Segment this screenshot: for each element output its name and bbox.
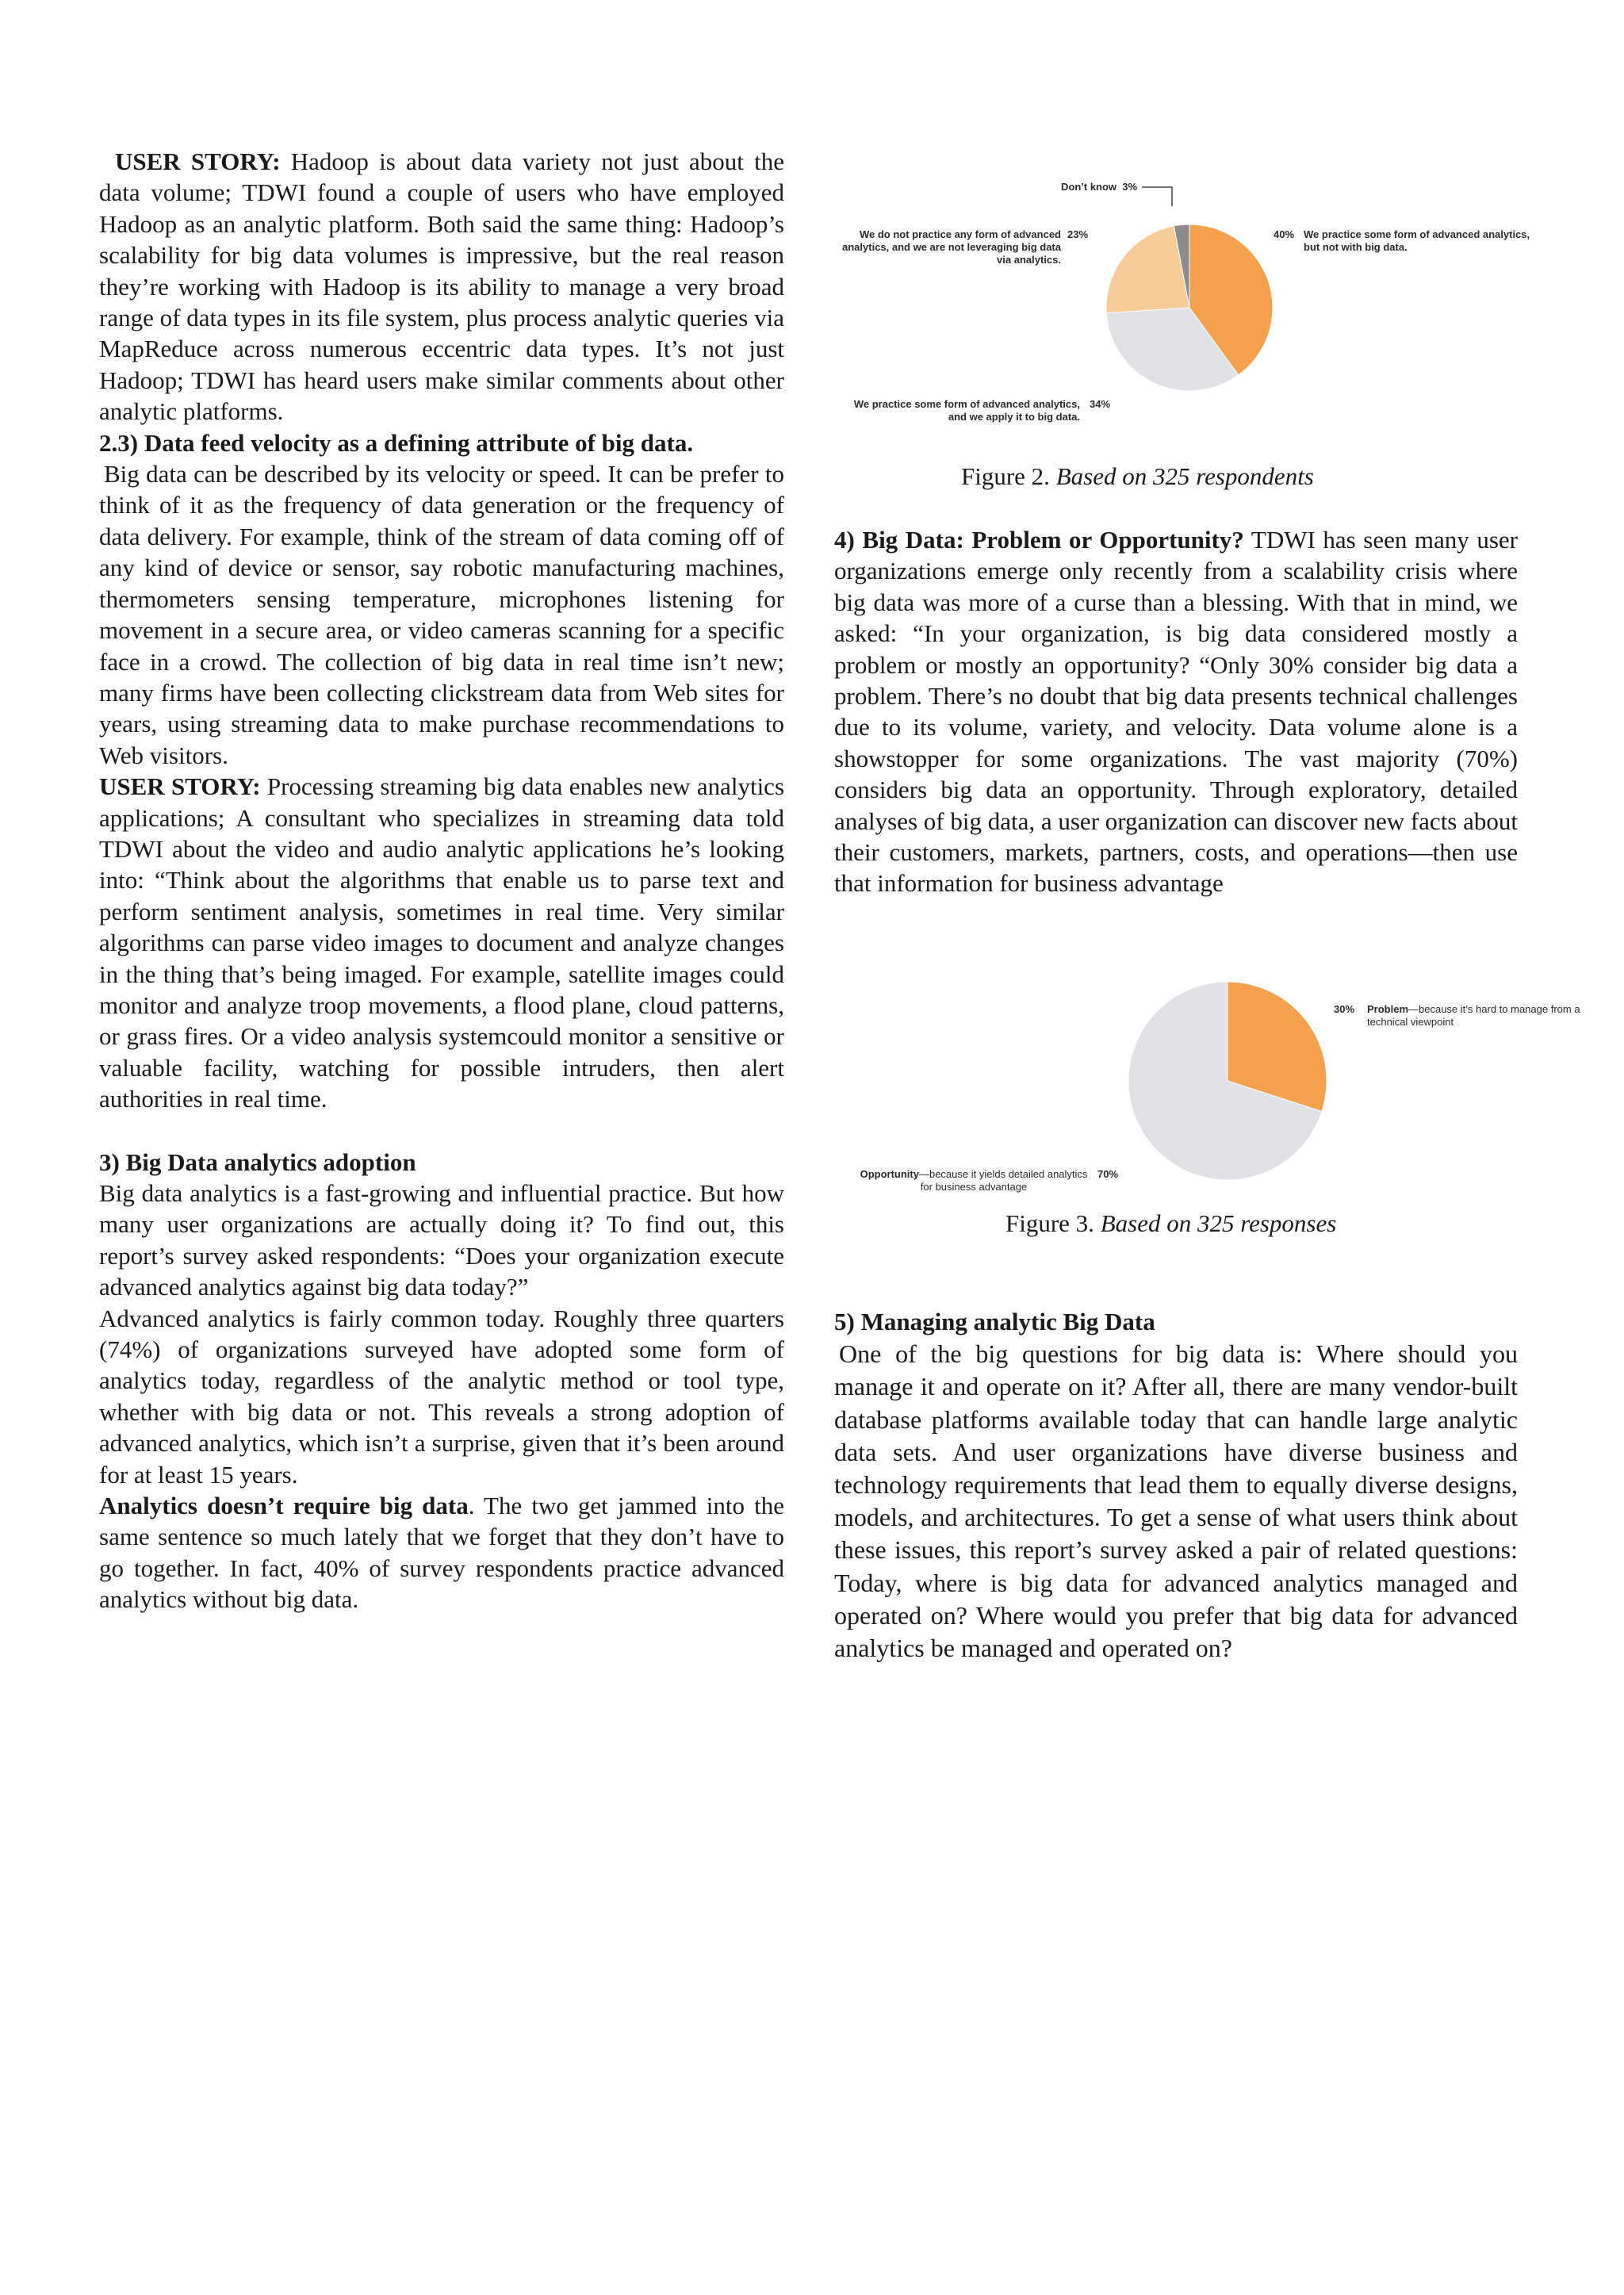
managing-paragraph: One of the big questions for big data is: Where should you manage it and operate on it? After all, there are many vendor-built database platforms available today that can handle large analytic data sets. And user organizations have diverse business and technology requirements that lead them to equally diverse designs, models, and architectures. To get a sense of what users think about these issues, this report’s survey asked a pair of related questions: Today, where is big data for advanced analytics managed and operated on? Where would you prefer that big data for advanced analytics be managed and operated on? <box>834 1339 1518 1663</box>
figure-2-label-no-big-data-pct: 40% <box>1274 228 1295 240</box>
figure-2-leader-line <box>1142 181 1237 213</box>
figure-3-pie-chart <box>1124 978 1331 1184</box>
section-heading-problem-opportunity: 4) Big Data: Problem or Opportunity? <box>834 526 1244 554</box>
right-column-section-4 <box>834 524 1518 899</box>
adoption-paragraph-2: Advanced analytics is fairly common today. Roughly three quarters (74%) of organizations surveyed have adopted some form of analytics today, regardless of the analytic method or tool type, whether with big data or not. This reveals a strong adoption of advanced analytics, which isn’t a surprise, given that it’s been around for at least 15 years. <box>99 1304 784 1488</box>
section-heading-velocity: 2.3) Data feed velocity as a defining attribute of big data. <box>99 428 694 457</box>
figure-3-label-opportunity: Opportunity—because it yields detailed analytics for business advantage <box>860 1168 1088 1193</box>
figure-2-label-with-big-data: We practice some form of advanced analytics, and we apply it to big data. <box>853 398 1080 423</box>
left-column <box>99 146 784 1615</box>
figure-2-pie-chart <box>1094 205 1285 411</box>
figure-3-label-problem: Problem—because it’s hard to manage from a technical viewpoint <box>1367 1003 1580 1028</box>
figure-2-label-no-analytics: We do not practice any form of advanced analytics, and we are not leveraging big data via analytics. <box>842 228 1061 266</box>
figure-2-label-with-big-data-pct: 34% <box>1090 398 1111 410</box>
figure-2-label-no-analytics-pct: 23% <box>1067 228 1089 240</box>
figure-3-caption: Figure 3. Based on 325 responses <box>1005 1209 1337 1237</box>
right-column-section-5 <box>834 1305 1518 1665</box>
section-heading-managing: 5) Managing analytic Big Data <box>834 1308 1155 1335</box>
figure-2-label-dont-know: Don’t know 3% <box>1061 181 1138 193</box>
user-story-label: USER STORY: <box>115 148 281 175</box>
user-story-hadoop <box>99 146 784 427</box>
adoption-paragraph-3-text: . The two get jammed into the same sentence so much lately that we forget that they don’t have to go together. In fact, 40% of survey respondents practice advanced analytics without big data. <box>99 1492 784 1614</box>
adoption-paragraph-3 <box>99 1490 784 1615</box>
adoption-bold-lead: Analytics doesn’t require big data <box>99 1492 469 1520</box>
figure-3-label-problem-pct: 30% <box>1334 1003 1355 1015</box>
section-heading-adoption: 3) Big Data analytics adoption <box>99 1148 416 1176</box>
user-story-text: Hadoop is about data variety not just about the data volume; TDWI found a couple of users who have employed Hadoop as an analytic platform. Both said the same thing: Hadoop’s scalability for big data volumes is impressive, but the real reason they’re working with Hadoop is its ability to manage a very broad range of data types in its file system, plus process analytic queries via MapReduce across numerous eccentric data types. It’s not just Hadoop; TDWI has heard users make similar comments about other analytic platforms. <box>99 148 784 426</box>
velocity-paragraph: Big data can be described by its velocity or speed. It can be prefer to think of it as the frequency of data generation or the frequency of data delivery. For example, think of the stream of data coming off of any kind of device or sensor, say robotic manufacturing machines, thermometers sensing temperature, microphones listening for movement in a secure area, or video cameras scanning for a specific face in a crowd. The collection of big data in real time isn’t new; many firms have been collecting clickstream data from Web sites for years, using streaming data to make purchase recommendations to Web visitors. <box>99 460 784 769</box>
user-story-streaming <box>99 771 784 1114</box>
problem-opportunity-text: TDWI has seen many user organizations emerge only recently from a scalability crisis where big data was more of a curse than a blessing. With that in mind, we asked: “In your organization, is big data considered mostly a problem or mostly an opportunity? “Only 30% consider big data a problem. There’s no doubt that big data presents technical challenges due to its volume, variety, and velocity. Data volume alone is a showstopper for some organizations. The vast majority (70%) considers big data an opportunity. Through exploratory, detailed analyses of big data, a user organization can discover new facts about their customers, markets, partners, costs, and operations—then use that information for business advantage <box>834 526 1518 898</box>
user-story-label: USER STORY: <box>99 772 261 801</box>
adoption-paragraph-1: Big data analytics is a fast-growing and influential practice. But how many user organizations are actually doing it? To find out, this report’s survey asked respondents: “Does your organization execute advanced analytics against big data today?” <box>99 1179 784 1301</box>
figure-3-label-opportunity-pct: 70% <box>1097 1168 1119 1180</box>
problem-opportunity-paragraph <box>834 524 1518 899</box>
figure-2-label-no-big-data: We practice some form of advanced analytics, but not with big data. <box>1304 228 1530 253</box>
figure-2-caption: Figure 2. Based on 325 respondents <box>961 462 1314 490</box>
user-story-text: Processing streaming big data enables new analytics applications; A consultant who specializes in streaming data told TDWI about the video and audio analytic applications he’s looking into: “Think about the algorithms that enable us to parse text and perform sentiment analysis, sometimes in real time. Very similar algorithms can parse video images to document and analyze changes in the thing that’s being imaged. For example, satellite images could monitor and analyze troop movements, a flood plane, cloud patterns, or grass fires. Or a video analysis systemcould monitor a sensitive or valuable facility, watching for possible intruders, then alert authorities in real time. <box>99 772 785 1113</box>
